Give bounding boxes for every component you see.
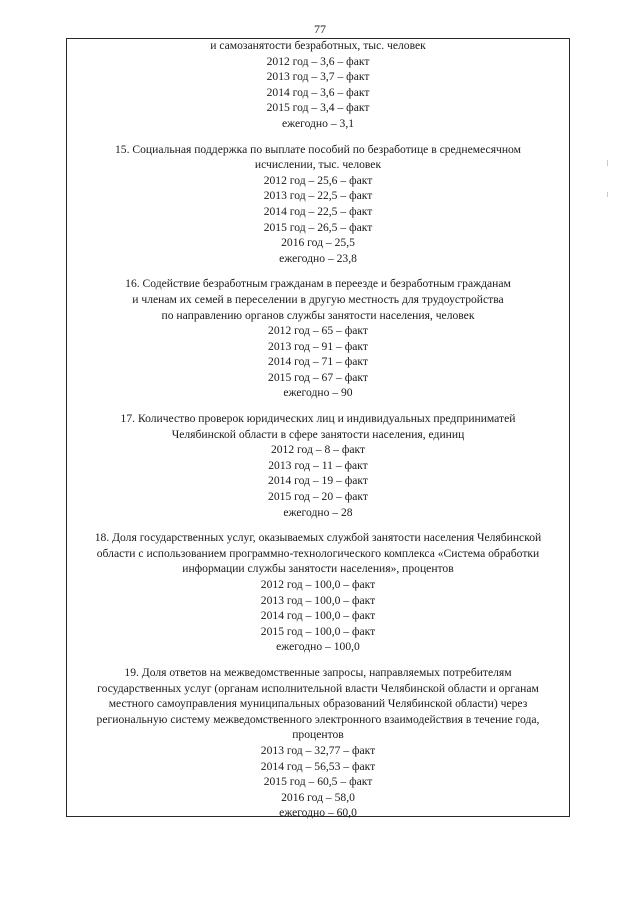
scan-mark: [607, 192, 608, 197]
indicator-value-line: 2014 год – 22,5 – факт: [263, 204, 373, 218]
indicator-value-line: 2013 год – 22,5 – факт: [263, 189, 373, 203]
indicator-heading-line: 19. Доля ответов на межведомственные запросы, направляемых потребителям: [124, 665, 512, 679]
indicator-value-line: 2014 год – 19 – факт: [268, 474, 368, 488]
indicator-heading-line: и членам их семей в переселении в другую местность для трудоустройства: [132, 292, 504, 306]
indicator-value-line: 2015 год – 67 – факт: [268, 370, 368, 384]
indicator-block: [70, 38, 566, 132]
indicator-value-line: 2012 год – 3,6 – факт: [266, 54, 370, 68]
indicator-block: [70, 276, 566, 401]
indicator-heading-line: по направлению органов службы занятости населения, человек: [161, 308, 475, 322]
indicator-value-line: 2013 год – 91 – факт: [268, 339, 368, 353]
indicator-heading-line: 17. Количество проверок юридических лиц и индивидуальных предприниматей: [120, 412, 516, 426]
indicator-value-line: 2014 год – 56,53 – факт: [260, 759, 376, 773]
indicator-value-line: 2015 год – 26,5 – факт: [263, 220, 373, 234]
indicator-value-line: 2015 год – 20 – факт: [268, 490, 368, 504]
indicator-value-line: 2016 год – 58,0: [281, 790, 355, 804]
indicator-value-line: 2013 год – 11 – факт: [268, 458, 368, 472]
indicator-value-line: ежегодно – 3,1: [281, 116, 355, 130]
indicator-heading-line: информации службы занятости населения», процентов: [182, 562, 454, 576]
indicator-heading-line: исчислении, тыс. человек: [254, 158, 382, 172]
page-number: 77: [314, 22, 326, 36]
indicator-value-line: ежегодно – 28: [283, 505, 353, 519]
indicator-heading-line: 16. Содействие безработным гражданам в переезде и безработным гражданам: [125, 277, 511, 291]
indicator-value-line: 2014 год – 3,6 – факт: [266, 85, 370, 99]
indicator-value-line: 2015 год – 3,4 – факт: [266, 101, 370, 115]
indicator-heading-line: региональную систему межведомственного электронного взаимодействия в течение года,: [96, 712, 540, 726]
indicator-block: [70, 411, 566, 520]
document-body: [70, 38, 566, 821]
indicator-value-line: ежегодно – 90: [283, 386, 353, 400]
scan-mark: [607, 160, 608, 166]
indicator-heading-line: 18. Доля государственных услуг, оказываемых службой занятости населения Челябинской: [94, 531, 542, 545]
indicator-value-line: 2013 год – 3,7 – факт: [266, 70, 370, 84]
indicator-value-line: 2013 год – 32,77 – факт: [260, 743, 376, 757]
block-spacer: [70, 655, 566, 665]
indicator-value-line: 2012 год – 25,6 – факт: [263, 173, 373, 187]
indicator-heading-line: 15. Социальная поддержка по выплате пособий по безработице в среднемесячном: [115, 142, 521, 156]
indicator-block: [70, 142, 566, 267]
block-spacer: [70, 132, 566, 142]
indicator-heading-line: области с использованием программно-технологического комплекса «Система обработки: [96, 546, 540, 560]
indicator-heading-line: Челябинской области в сфере занятости населения, единиц: [171, 427, 465, 441]
indicator-value-line: 2014 год – 71 – факт: [268, 355, 368, 369]
block-spacer: [70, 520, 566, 530]
indicator-value-line: 2015 год – 60,5 – факт: [263, 775, 373, 789]
indicator-block: [70, 665, 566, 821]
indicator-value-line: 2012 год – 65 – факт: [268, 324, 368, 338]
indicator-heading-line: государственных услуг (органам исполнительной власти Челябинской области и органам: [97, 681, 539, 695]
indicator-value-line: 2013 год – 100,0 – факт: [260, 593, 376, 607]
indicator-value-line: ежегодно – 23,8: [279, 251, 357, 265]
indicator-value-line: 2015 год – 100,0 – факт: [260, 624, 376, 638]
indicator-value-line: ежегодно – 100,0: [276, 640, 360, 654]
indicator-heading-line: и самозанятости безработных, тыс. человек: [210, 39, 426, 52]
indicator-value-line: 2012 год – 8 – факт: [270, 443, 366, 457]
indicator-value-line: 2014 год – 100,0 – факт: [260, 609, 376, 623]
indicator-value-line: 2016 год – 25,5: [281, 236, 355, 250]
indicator-heading-line: процентов: [292, 728, 344, 742]
indicator-value-line: 2012 год – 100,0 – факт: [260, 578, 376, 591]
indicator-value-line: ежегодно – 60,0: [279, 806, 357, 820]
block-spacer: [70, 266, 566, 276]
indicator-block: [70, 530, 566, 655]
block-spacer: [70, 401, 566, 411]
indicator-heading-line: местного самоуправления муниципальных образований Челябинской области) через: [108, 697, 528, 711]
